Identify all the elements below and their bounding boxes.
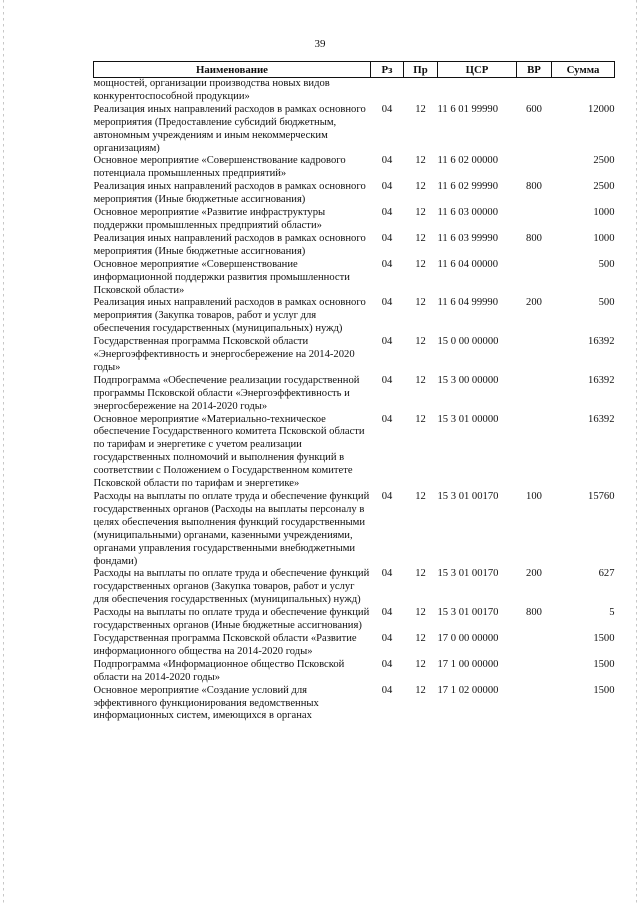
table-row — [94, 414, 615, 491]
row-sum: 1500 — [593, 658, 615, 670]
row-name: Основное мероприятие «Совершенствование информационной поддержки развития промышленности Псковской области» — [93, 258, 350, 296]
table-row — [94, 297, 615, 336]
table-row — [94, 685, 615, 724]
row-rz: 04 — [381, 684, 393, 696]
row-sum — [552, 78, 615, 104]
row-sum: 16392 — [588, 413, 615, 425]
row-rz: 04 — [381, 658, 393, 670]
row-pr — [404, 78, 438, 104]
row-rz: 04 — [381, 103, 393, 115]
row-name: Реализация иных направлений расходов в рамках основного мероприятия (Закупка товаров, работ и услуг для обеспечения государственных (муниципальных) нужд) — [93, 297, 366, 335]
row-vr: 600 — [526, 103, 542, 115]
row-pr: 12 — [415, 258, 426, 270]
row-rz: 04 — [381, 413, 393, 425]
row-name: Основное мероприятие «Совершенствование кадрового потенциала промышленных предприятий» — [93, 155, 346, 180]
row-name: Расходы на выплаты по оплате труда и обеспечение функций государственных органов (Иные бюджетные ассигнования) — [93, 607, 370, 632]
row-name: Реализация иных направлений расходов в рамках основного мероприятия (Иные бюджетные ассигнования) — [93, 232, 366, 257]
header-pr: Пр — [404, 62, 438, 78]
row-csr: 17 0 00 00000 — [437, 632, 499, 644]
row-rz: 04 — [381, 207, 393, 219]
row-vr: 800 — [526, 607, 542, 619]
row-sum: 16392 — [588, 336, 615, 348]
row-rz: 04 — [381, 232, 393, 244]
row-name: Реализация иных направлений расходов в рамках основного мероприятия (Иные бюджетные ассигнования) — [93, 181, 366, 206]
row-csr: 11 6 03 99990 — [437, 232, 499, 244]
row-vr — [517, 375, 552, 414]
row-csr: 11 6 04 00000 — [437, 258, 499, 270]
row-csr: 17 1 02 00000 — [437, 684, 499, 696]
row-vr — [517, 78, 552, 104]
row-pr: 12 — [415, 632, 426, 644]
row-rz: 04 — [381, 374, 393, 386]
table-row — [94, 78, 615, 104]
row-rz: 04 — [381, 632, 393, 644]
row-vr — [517, 685, 552, 724]
row-sum: 1000 — [593, 207, 615, 219]
table-row — [94, 336, 615, 375]
row-name: Расходы на выплаты по оплате труда и обеспечение функций государственных органов (Расходы на выплаты персоналу в целях обеспечения выполнения функций государственными (муниципальными) органами, казенными учреждениями, органами управления государственными внебюджетными фондами) — [93, 491, 370, 567]
row-sum: 2500 — [593, 155, 615, 167]
row-vr — [517, 336, 552, 375]
table-row — [94, 568, 615, 607]
row-sum: 1500 — [593, 632, 615, 644]
row-csr: 11 6 02 00000 — [437, 155, 499, 167]
row-vr — [517, 207, 552, 233]
row-sum: 500 — [598, 258, 615, 270]
row-pr: 12 — [415, 374, 426, 386]
row-csr: 11 6 03 00000 — [437, 207, 499, 219]
row-pr: 12 — [415, 491, 426, 502]
row-csr: 17 1 00 00000 — [437, 658, 499, 670]
row-sum: 1000 — [593, 232, 615, 244]
row-csr — [438, 78, 517, 104]
table-row — [94, 104, 615, 156]
table-row — [94, 233, 615, 259]
row-sum: 12000 — [588, 103, 615, 115]
table-header-row — [94, 62, 615, 78]
header-vr: ВР — [517, 62, 552, 78]
row-rz: 04 — [381, 181, 393, 193]
table-row — [94, 633, 615, 659]
page-number: 39 — [314, 38, 326, 50]
row-vr — [517, 259, 552, 298]
row-rz: 04 — [381, 155, 393, 167]
row-pr: 12 — [415, 297, 426, 309]
table-row — [94, 181, 615, 207]
row-csr: 15 3 01 00170 — [437, 568, 499, 580]
row-vr — [517, 155, 552, 181]
row-sum: 15760 — [588, 491, 615, 502]
table-row — [94, 491, 615, 568]
row-name: Государственная программа Псковской области «Энергоэффективность и энергосбережение на 2014-2020 годы» — [93, 336, 355, 373]
row-vr: 200 — [526, 297, 542, 309]
row-sum: 16392 — [588, 374, 615, 386]
row-name: мощностей, организации производства новых видов конкурентоспособной продукции» — [93, 78, 330, 102]
row-csr: 11 6 01 99990 — [437, 103, 499, 115]
row-rz: 04 — [381, 336, 393, 348]
row-rz: 04 — [381, 568, 393, 580]
table-row — [94, 259, 615, 298]
row-name: Основное мероприятие «Материально-техническое обеспечение Государственного комитета Псковской области по тарифам и энергетике с учетом реализации государственных полномочий и выполнения функций в соответствии с Положением о Государственном комитете Псковской области по тарифам и энергетике» — [93, 413, 365, 490]
header-rz: Рз — [371, 62, 404, 78]
row-sum: 627 — [598, 568, 615, 580]
row-pr: 12 — [415, 568, 426, 580]
row-sum: 1500 — [593, 684, 615, 696]
row-vr — [517, 633, 552, 659]
row-vr: 200 — [526, 568, 542, 580]
row-csr: 15 3 01 00000 — [437, 413, 499, 425]
table-row — [94, 207, 615, 233]
header-name: Наименование — [94, 62, 371, 78]
row-vr — [517, 414, 552, 491]
row-pr: 12 — [415, 336, 426, 348]
row-sum: 5 — [609, 607, 615, 619]
row-name: Реализация иных направлений расходов в рамках основного мероприятия (Предоставление субсидий бюджетным, автономным учреждениям и иным некоммерческим организациям) — [93, 103, 366, 154]
row-name: Основное мероприятие «Развитие инфраструктуры поддержки промышленных предприятий области» — [93, 207, 326, 231]
row-name: Расходы на выплаты по оплате труда и обеспечение функций государственных органов (Закупка товаров, работ и услуг для обеспечения государственных (муниципальных) нужд) — [93, 568, 370, 606]
right-scan-edge — [636, 0, 637, 905]
row-vr: 800 — [526, 232, 542, 244]
row-rz — [371, 78, 404, 104]
row-csr: 15 3 01 00170 — [437, 607, 499, 619]
row-rz: 04 — [381, 297, 393, 309]
row-name: Подпрограмма «Информационное общество Псковской области на 2014-2020 годы» — [93, 658, 345, 683]
header-csr: ЦСР — [438, 62, 517, 78]
header-sum: Сумма — [552, 62, 615, 78]
row-pr: 12 — [415, 103, 426, 115]
row-csr: 15 3 00 00000 — [437, 374, 499, 386]
row-pr: 12 — [415, 155, 426, 167]
row-vr — [517, 659, 552, 685]
row-pr: 12 — [415, 232, 426, 244]
row-name: Основное мероприятие «Создание условий для эффективного функционирования ведомственных информационных систем, имеющихся в органах — [93, 684, 319, 722]
row-csr: 11 6 04 99990 — [437, 297, 499, 309]
row-pr: 12 — [415, 413, 426, 425]
row-vr: 800 — [526, 181, 542, 193]
row-sum: 500 — [598, 297, 615, 309]
row-csr: 15 0 00 00000 — [437, 336, 499, 348]
row-csr: 11 6 02 99990 — [437, 181, 499, 193]
row-name: Подпрограмма «Обеспечение реализации государственной программы Псковской области «Энергоэффективность и энергосбережение на 2014-2020 годы» — [93, 374, 360, 412]
budget-table — [93, 61, 615, 723]
row-pr: 12 — [415, 658, 426, 670]
table-row — [94, 375, 615, 414]
table-row — [94, 659, 615, 685]
row-vr: 100 — [526, 491, 542, 502]
table-row — [94, 607, 615, 633]
table-row — [94, 155, 615, 181]
row-rz: 04 — [381, 607, 393, 619]
row-pr: 12 — [415, 181, 426, 193]
row-pr: 12 — [415, 207, 426, 219]
row-rz: 04 — [381, 258, 393, 270]
row-name: Государственная программа Псковской области «Развитие информационного общества на 2014-2020 годы» — [93, 632, 357, 657]
row-sum: 2500 — [593, 181, 615, 193]
row-pr: 12 — [415, 684, 426, 696]
row-rz: 04 — [381, 491, 393, 502]
row-csr: 15 3 01 00170 — [437, 491, 499, 502]
left-scan-edge — [3, 0, 4, 905]
row-pr: 12 — [415, 607, 426, 619]
